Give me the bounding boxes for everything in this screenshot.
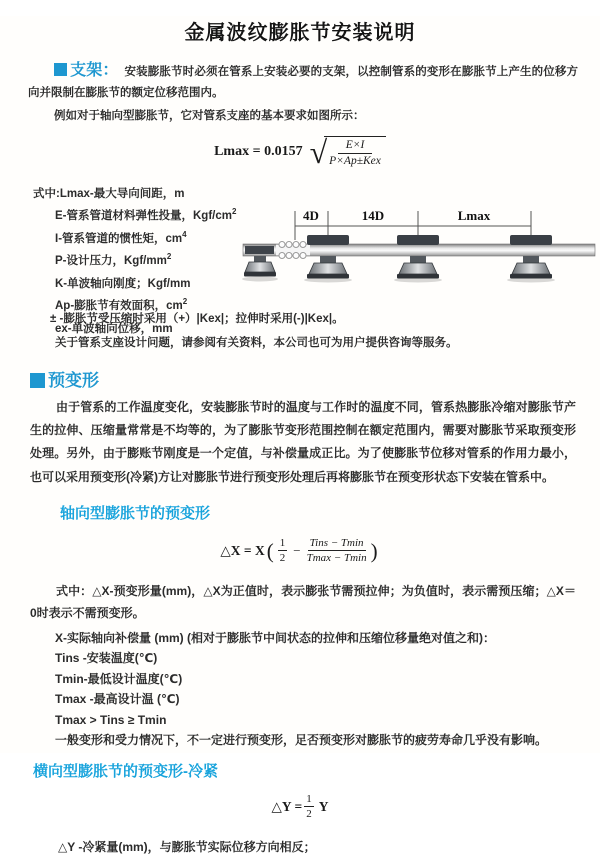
lateral-explain-line: △Y -冷紧量(mm)，与膨胀节实际位移方向相反；: [58, 839, 316, 854]
dim-label-4d: 4D: [303, 208, 319, 223]
predeform-section-heading: [30, 366, 600, 391]
dim-label-lmax: Lmax: [457, 208, 491, 223]
definition-line: ex-单波轴向位移，mm: [55, 322, 173, 335]
predeform-section-title: 预变形: [48, 371, 99, 390]
bellows-icon: [276, 242, 310, 259]
definition-line: X-实际轴向补偿量 (mm) (相对于膨胀节中间状态的拉伸和压缩位移量绝对值之和)：: [55, 630, 495, 645]
left-paren: (: [266, 538, 274, 563]
definition-line: K-单波轴向刚度；Kgf/mm: [55, 277, 191, 290]
fraction-numerator: E×I: [338, 139, 373, 154]
section-square-icon: [30, 373, 45, 388]
lateral-formula-lhs: △Y =: [271, 798, 303, 814]
definition-line: Tins -安装温度(℃): [55, 651, 158, 666]
definition-line: 式中:Lmax-最大导向间距，m: [33, 187, 185, 200]
axial-formula: [0, 535, 600, 567]
predeform-paragraph: 由于管系的工作温度变化，安装膨胀节时的温度与工作时的温度不同，管系热膨胀冷缩对膨胀节产生的拉伸、压缩量常常是不均等的，为了膨胀节变形范围控制在额定范围内，需要对膨胀节采取预变形处理。另外，由于膨账节刚度是一个定值，与补偿量成正比。为了使膨胀节位移对管系的作用力最小，也可以采用预变形(冷紧)方让对膨胀节进行预变形处理后再将膨胀节在预变形状态下安装在管系中。: [30, 400, 576, 484]
lateral-subheading: 横向型膨胀节的预变形-冷紧: [33, 762, 218, 780]
guide-support: [394, 235, 442, 283]
definition-line: E-管系管道材料弹性投量，Kgf/$cm^2$: [55, 207, 237, 223]
pipe-support-diagram-svg: [243, 207, 599, 291]
half-fraction: $\frac{1}{2}$: [306, 793, 312, 821]
dim-label-14d: 14D: [361, 208, 385, 223]
page-title: 金属波纹膨胀节安装说明: [184, 22, 416, 44]
support-design-note: 关于管系支座设计问题，请参阅有关资料，本公司也可为用户提供咨询等服务。: [55, 337, 458, 349]
radical-sign: √: [309, 134, 328, 170]
lmax-formula-lhs: Lmax = 0.0157: [214, 144, 303, 159]
axial-formula-lhs: △X = X: [220, 542, 265, 558]
axial-explain-paragraph: 式中：△X-预变形量(mm)，△X为正值时，表示膨张节需预拉伸；为负值时，表示需预压缩；△X＝0时表示不需预变形。: [30, 583, 576, 620]
sqrt-radical: [310, 136, 386, 168]
pipe-support-diagram: [243, 207, 599, 296]
guide-support: [507, 235, 555, 283]
guide-support: [304, 235, 352, 283]
axial-definition-lines: [55, 628, 578, 751]
half-fraction: 1 2: [279, 537, 286, 565]
plus-minus-note: ± -膨胀节受压缩时采用（+）|Kex|；拉伸时采用(-)|Kex|。: [50, 313, 344, 325]
definition-line: 一般变形和受力情况下，不一定进行预变形，足否预变形对膨胀节的疲劳寿命几乎没有影响。: [55, 733, 548, 748]
lateral-formula: [0, 792, 600, 822]
document-page: [0, 16, 600, 854]
sqrt-fraction: [324, 136, 386, 168]
definition-line: I-管系管道的惯性矩，$cm^4$: [55, 229, 187, 245]
definition-line: Tmax > Tins ≥ Tmin: [55, 712, 167, 727]
lmax-formula: [0, 135, 600, 169]
minus-sign: −: [293, 542, 301, 558]
definition-line: Ap-膨胀节有效面积，$cm^2$: [55, 297, 188, 312]
definition-line: Tmax -最高设计温 (℃): [55, 692, 180, 707]
definition-line: Tmin-最低设计温度(℃): [55, 671, 183, 686]
support-section-title: 支架：: [70, 62, 119, 79]
lateral-formula-rhs: Y: [318, 798, 329, 814]
anchor-support: [242, 246, 278, 282]
right-paren: ): [370, 538, 378, 563]
section-square-icon: [54, 63, 67, 76]
axial-subheading: 轴向型膨胀节的预变形: [60, 504, 211, 522]
example-line: 例如对于轴向型膨胀节，它对管系支座的基本要求如图所示：: [54, 110, 365, 122]
temperature-fraction: Tins − Tmin Tmax − Tmin: [306, 537, 367, 565]
support-section-text: 安装膨胀节时必须在管系上安装必要的支架，以控制管系的变形在膨胀节上产生的位移方向并限制在膨胀节的额定位移范围内。: [28, 66, 578, 99]
support-section-paragraph: [28, 60, 578, 104]
definition-line: P-设计压力，Kgf/$mm^2$: [55, 252, 172, 268]
fraction-denominator: P×Ap±Kex: [329, 155, 381, 167]
